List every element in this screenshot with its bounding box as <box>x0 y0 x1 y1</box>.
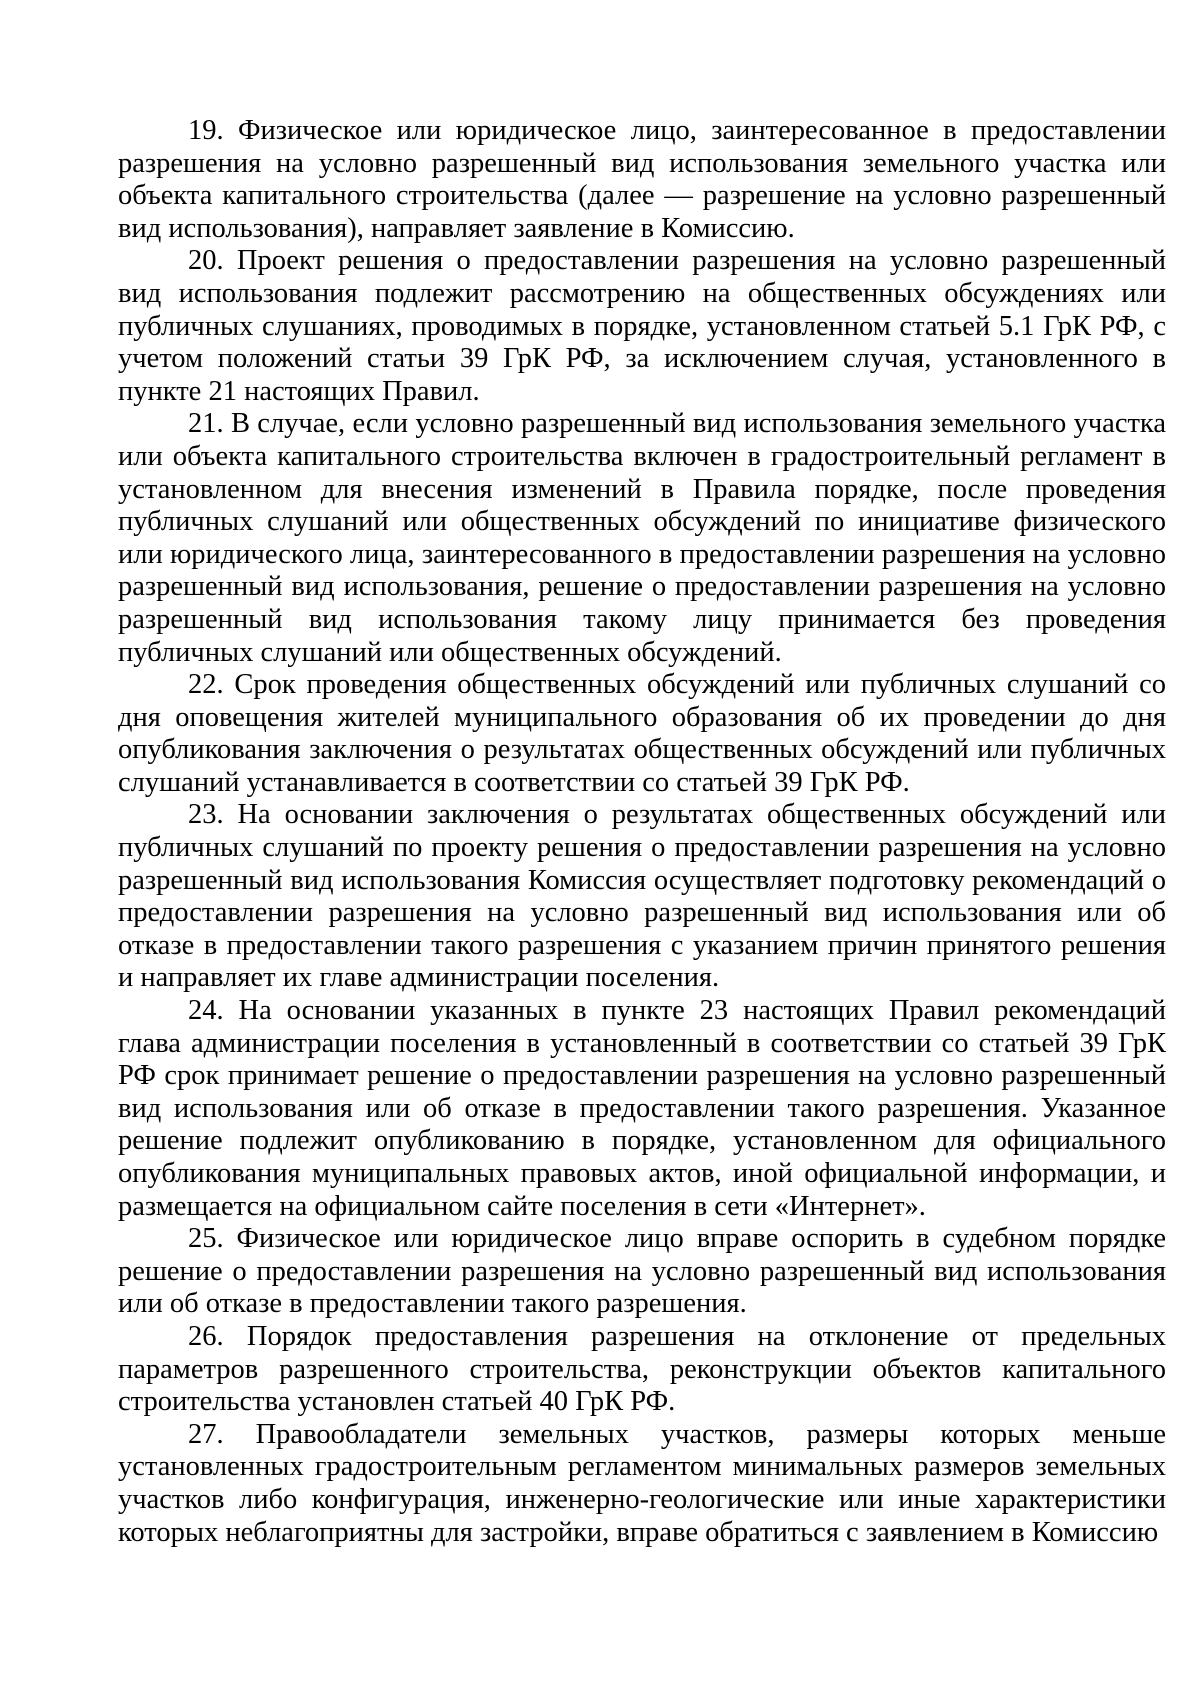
paragraph-21: 21. В случае, если условно разрешенный вид использования земельного участка или объекта капитального строительства включен в градостроительный регламент в установленном для внесения изменений в Правила порядке, после проведения публичных слушаний или общественных обсуждений по инициативе физического или юридического лица, заинтересованного в предоставлении разрешения на условно разрешенный вид использования, решение о предоставлении разрешения на условно разрешенный вид использования такому лицу принимается без проведения публичных слушаний или общественных обсуждений. <box>118 408 1166 668</box>
paragraph-24: 24. На основании указанных в пункте 23 настоящих Правил рекомендаций глава администрации поселения в установленный в соответствии со статьей 39 ГрК РФ срок принимает решение о предоставлении разрешения на условно разрешенный вид использования или об отказе в предоставлении такого разрешения. Указанное решение подлежит опубликованию в порядке, установленном для официального опубликования муниципальных правовых актов, иной официальной информации, и размещается на официальном сайте поселения в сети «Интернет». <box>118 995 1166 1222</box>
paragraph-26: 26. Порядок предоставления разрешения на отклонение от предельных параметров разрешенного строительства, реконструкции объектов капитального строительства установлен статьей 40 ГрК РФ. <box>118 1320 1166 1418</box>
paragraph-25: 25. Физическое или юридическое лицо вправе оспорить в судебном порядке решение о предоставлении разрешения на условно разрешенный вид использования или об отказе в предоставлении такого разрешения. <box>118 1223 1166 1320</box>
paragraph-19: 19. Физическое или юридическое лицо, заинтересованное в предоставлении разрешения на условно разрешенный вид использования земельного участка или объекта капитального строительства (далее — разрешение на условно разрешенный вид использования), направляет заявление в Комиссию. <box>118 115 1166 244</box>
paragraph-27: 27. Правообладатели земельных участков, размеры которых меньше установленных градостроительным регламентом минимальных размеров земельных участков либо конфигурация, инженерно-геологические или иные характеристики которых неблагоприятны для застройки, вправе обратиться с заявлением в Комиссию <box>118 1418 1166 1548</box>
paragraph-23: 23. На основании заключения о результатах общественных обсуждений или публичных слушаний по проекту решения о предоставлении разрешения на условно разрешенный вид использования Комиссия осуществляет подготовку рекомендаций о предоставлении разрешения на условно разрешенный вид использования или об отказе в предоставлении такого разрешения с указанием причин принятого решения и направляет их главе администрации поселения. <box>118 799 1166 994</box>
paragraph-22: 22. Срок проведения общественных обсуждений или публичных слушаний со дня оповещения жителей муниципального образования об их проведении до дня опубликования заключения о результатах общественных обсуждений или публичных слушаний устанавливается в соответствии со статьей 39 ГрК РФ. <box>118 669 1166 798</box>
paragraph-20: 20. Проект решения о предоставлении разрешения на условно разрешенный вид использования подлежит рассмотрению на общественных обсуждениях или публичных слушаниях, проводимых в порядке, установленном статьей 5.1 ГрК РФ, с учетом положений статьи 39 ГрК РФ, за исключением случая, установленного в пункте 21 настоящих Правил. <box>118 245 1166 407</box>
document-body <box>118 115 1166 1549</box>
